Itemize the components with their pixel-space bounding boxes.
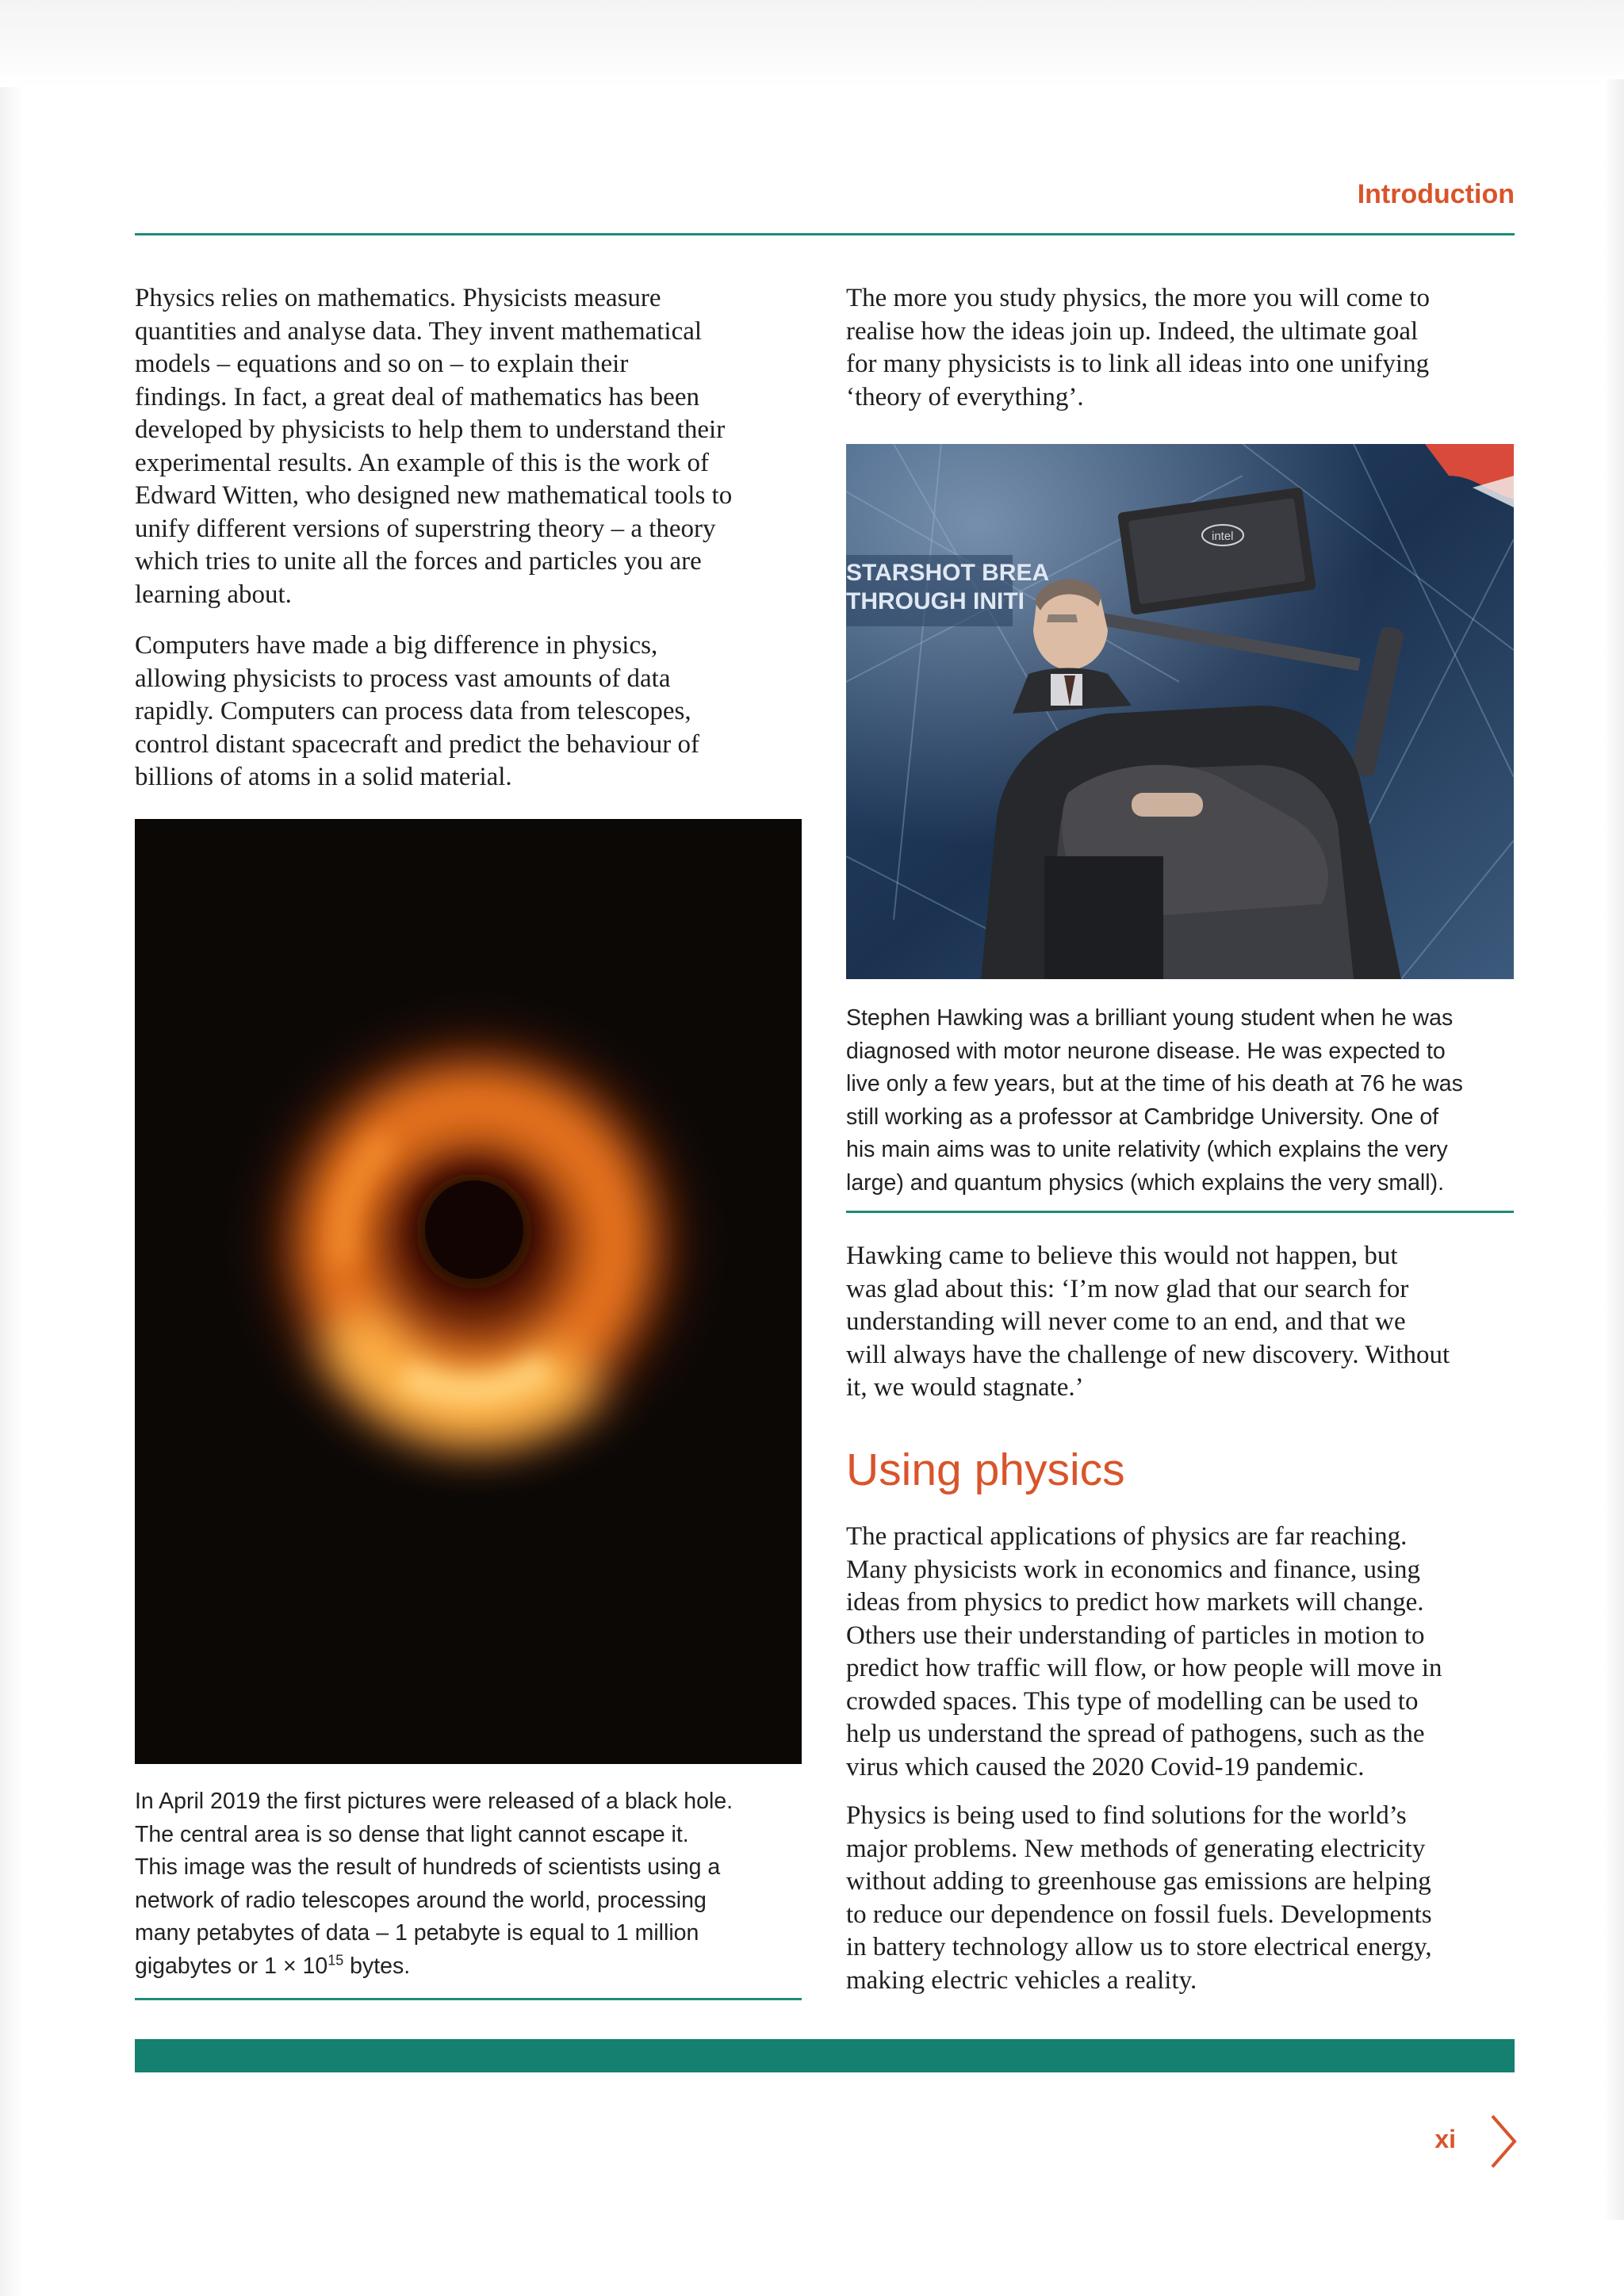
scan-shadow-left [0,0,24,2296]
page-number: xi [1434,2125,1456,2153]
paragraph-theory-of-everything: The more you study physics, the more you will come to realise how the ideas join up. Indeed, the ultimate goal for many physicists is to link all ideas into one unifying ‘theory of everything’. [846,284,1430,411]
paragraph-applications: The practical applications of physics are far reaching. Many physicists work in economics and finance, using ideas from physics to predict how markets will change. Others use their understanding of particles in motion to predict how traffic will flow, or how people will move in crowded spaces. This type of modelling can be used to help us understand the spread of pathogens, such as the virus which caused the 2020 Covid-19 pandemic. [846,1522,1442,1781]
paragraph-mathematics: Physics relies on mathematics. Physicists measure quantities and analyse data. They invent mathematical models – equations and so on – to explain their findings. In fact, a great deal of mathematics has been developed by physicists to help them to understand their experimental results. An example of this is the work of Edward Witten, who designed new mathematical tools to unify different versions of superstring theory – a theory which tries to unite all the forces and particles you are learning about. [135,284,733,609]
black-hole-caption-rule [135,1998,802,2000]
black-hole-image [135,819,802,1764]
scan-shadow-top [0,0,1624,87]
hawking-caption-rule [846,1211,1514,1213]
section-header: Introduction [1357,179,1515,209]
chevron-right-icon[interactable] [1489,2113,1518,2170]
header-rule [135,233,1515,235]
backdrop-text-line2: THROUGH INITI [846,588,1025,614]
using-physics-heading: Using physics [846,1445,1125,1495]
black-hole-photo [135,819,802,1764]
paragraph-world-problems: Physics is being used to find solutions for the world’s major problems. New methods of generating electricity without adding to greenhouse gas emissions are helping to reduce our dependence on fossil fuels. Developments in battery technology allow us to store electrical energy, making electric vehicles a reality. [846,1801,1432,1995]
device-label: intel [1212,530,1234,543]
backdrop-text-line1: STARSHOT BREA [846,560,1050,586]
hawking-caption: Stephen Hawking was a brilliant young student when he was diagnosed with motor neurone disease. He was expected to live only a few years, but at the time of his death at 76 he was still working as a professor at Cambridge University. One of his main aims was to unite relativity (which explains the very large) and quantum physics (which explains the very small). [846,1005,1463,1196]
hawking-image [846,444,1514,979]
footer-band [135,2039,1515,2072]
hawking-photo [846,444,1514,979]
scan-shadow-right [1603,79,1624,2220]
black-hole-caption: In April 2019 the first pictures were released of a black hole. The central area is so dense that light cannot escape it. This image was the result of hundreds of scientists using a network of radio telescopes around the world, processing many petabytes of data – 1 petabyte is equal to 1 million gigabytes or $1 \times 10^{15}$ bytes. [135,1789,733,1979]
paragraph-computers: Computers have made a big difference in physics, allowing physicists to process vast amounts of data rapidly. Computers can process data from telescopes, control distant spacecraft and predict the behaviour of billions of atoms in a solid material. [135,631,699,791]
paragraph-hawking-quote: Hawking came to believe this would not happen, but was glad about this: ‘I’m now glad that our search for understanding will never come to an end, and that we will always have the challenge of new discovery. Without it, we would stagnate.’ [846,1242,1450,1402]
